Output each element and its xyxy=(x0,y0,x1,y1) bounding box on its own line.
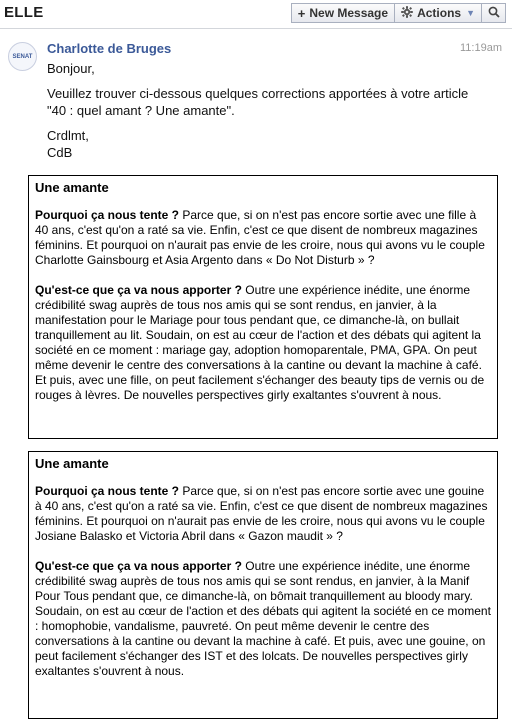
new-message-label: New Message xyxy=(309,6,389,20)
article-question: Pourquoi ça nous tente ? xyxy=(35,208,180,222)
article-answer: Outre une expérience inédite, une énorme crédibilité swag auprès de tous nos amis qui se sont rendus, en janvier, à la Manif Pour Tous pendant que, ce dimanche-là, on bômait tranquillement au bloody mary. Soudain, on est au cœur de l'action et des débats qui agitent la société en ce moment : homophobie, vandalisme, pauvreté. On peut même devenir le centre des conversations à la cantine ou devant la machine à café. Et puis, avec une gouine, on peut facilement s'échanger des IST et des lolcats. De nouvelles perspectives girly exaltantes s'ouvrent à nous. xyxy=(35,559,491,678)
page-title: ELLE xyxy=(4,4,44,21)
chevron-down-icon: ▼ xyxy=(466,8,475,18)
article-question: Qu'est-ce que ça va nous apporter ? xyxy=(35,283,242,297)
message-greeting: Bonjour, xyxy=(47,61,95,76)
article-paragraph xyxy=(35,283,491,403)
article-paragraph xyxy=(35,208,491,268)
message-timestamp: 11:19am xyxy=(460,42,502,54)
actions-label: Actions xyxy=(417,6,462,20)
article-question: Pourquoi ça nous tente ? xyxy=(35,484,180,498)
sender-name[interactable]: Charlotte de Bruges xyxy=(47,41,172,56)
message-text: Veuillez trouver ci-dessous quelques corrections apportées à votre article "40 : quel amant ? Une amante". xyxy=(47,86,469,118)
article-heading: Une amante xyxy=(35,456,109,471)
article-heading: Une amante xyxy=(35,180,109,195)
toolbar xyxy=(291,3,506,23)
search-icon xyxy=(488,6,500,21)
message-closing: Crdlmt, xyxy=(47,128,89,143)
article-paragraph xyxy=(35,484,491,544)
gear-icon xyxy=(401,6,413,21)
corrected-article-box xyxy=(28,451,498,719)
plus-icon: + xyxy=(297,5,306,21)
article-paragraph xyxy=(35,559,491,679)
article-answer: Parce que, si on n'est pas encore sortie avec une gouine à 40 ans, c'est qu'on a raté sa vie. Enfin, c'est ce que disent de nombreux magazines féminins. Et pourquoi on n'aurait pas envie de les croire, nous qui avons vu le couple Josiane Balasko et Victoria Abril dans « Gazon maudit » ? xyxy=(35,484,488,543)
message-signature: CdB xyxy=(47,145,73,160)
article-question: Qu'est-ce que ça va nous apporter ? xyxy=(35,559,242,573)
header-bar xyxy=(0,0,512,28)
header-divider xyxy=(0,28,512,29)
new-message-button[interactable] xyxy=(291,3,395,23)
original-article-box xyxy=(28,175,498,439)
article-answer: Outre une expérience inédite, une énorme crédibilité swag auprès de tous nos amis qui se sont rendus, en janvier, à la manifestation pour le Mariage pour tous pendant que, ce dimanche-là, on bullait tranquillement au lit. Soudain, on est au cœur de l'action et des débats qui agitent la société en ce moment : mariage gay, adoption homoparentale, PMA, GPA. On peut même devenir le centre des conversations à la cantine ou devant la machine à café. Et puis, avec une fille, on peut facilement s'échanger des beauty tips de vernis ou de rouges à lèvres. De nouvelles perspectives girly exaltantes s'ouvrent à nous. xyxy=(35,283,485,402)
actions-button[interactable] xyxy=(395,3,482,23)
search-button[interactable] xyxy=(482,3,506,23)
article-answer: Parce que, si on n'est pas encore sortie avec une fille à 40 ans, c'est qu'on a raté sa vie. Enfin, c'est ce que disent de nombreux magazines féminins. Et pourquoi on n'aurait pas envie de les croire, nous qui avons vu le couple Charlotte Gainsbourg et Asia Argento dans « Do Not Disturb » ? xyxy=(35,208,485,267)
avatar[interactable]: SENAT xyxy=(8,42,37,71)
